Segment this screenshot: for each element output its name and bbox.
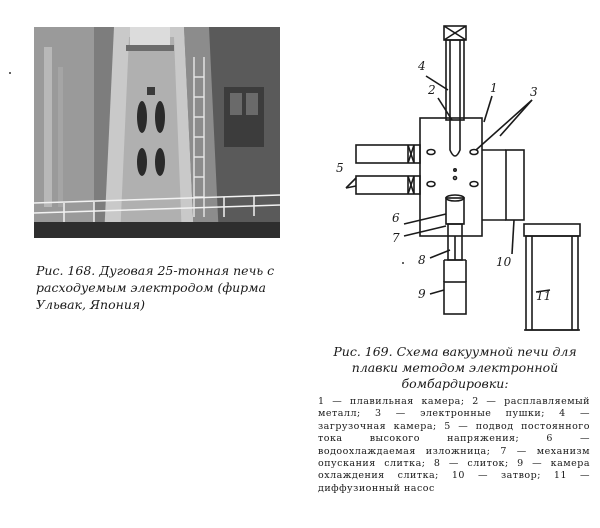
label-4: 4 [418,59,426,73]
label-2: 2 [428,83,436,97]
dust-speck [9,72,11,74]
label-3: 3 [530,85,538,99]
furnace-schematic [300,0,600,340]
figure-169-legend: 1 — плавильная камера; 2 — расплавляемый металл; 3 — электронные пушки; 4 — загрузочная камера; 5 — подвод постоянного тока высокого напряжения; 6 — водоохлаждаемая изложница; 7 — механизм опускания слитка; 8 — слиток; 9 — камера охлаждения слитка; 10 — затвор; 11 — диффузионный насос [318,396,590,494]
label-10: 10 [496,255,512,269]
label-11: 11 [536,289,552,303]
furnace-photo [34,27,280,238]
label-5: 5 [336,161,344,175]
figure-169-caption: Рис. 169. Схема вакуумной печи для плавки методом электронной бомбардировки: [333,344,577,391]
label-6: 6 [392,211,400,225]
label-1: 1 [490,81,498,95]
label-9: 9 [418,287,426,301]
figure-168-caption: Рис. 168. Дуговая 25-тонная печь с расходуемым электродом (фирма Ульвак, Япония) [36,263,275,312]
label-7: 7 [392,231,400,245]
label-8: 8 [418,253,426,267]
